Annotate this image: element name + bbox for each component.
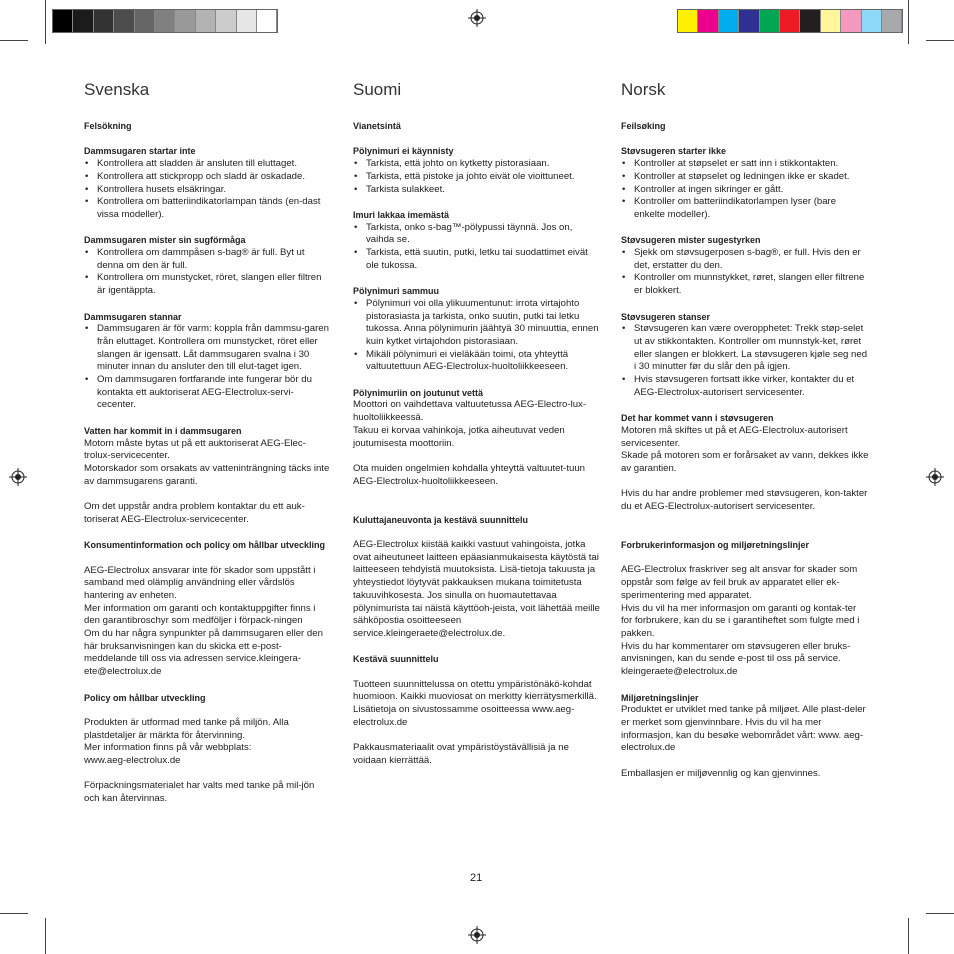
color-swatch — [739, 10, 759, 32]
section-heading: Felsökning — [84, 121, 132, 131]
list-item: • Mikäli pölynimuri ei vieläkään toimi, ota yhteyttä valtuutettuun AEG-Electrolux-huoltoliikkeeseen. — [353, 349, 601, 374]
column-svenska — [84, 80, 332, 806]
list-item: • Kontrollera om dammpåsen s-bag® är full. Byt ut denna om den är full. — [84, 247, 332, 272]
paragraph: Förpackningsmaterialet har valts med tanke på mil-jön och kan återvinnas. — [84, 780, 315, 805]
color-swatch — [175, 10, 195, 32]
crop-mark — [926, 913, 954, 914]
crop-mark — [926, 40, 954, 41]
subsection-heading: Dammsugaren startar inte — [84, 146, 196, 157]
subsection-heading: Støvsugeren mister sugestyrken — [621, 235, 761, 246]
subsection-heading: Imuri lakkaa imemästä — [353, 209, 450, 220]
paragraph: AEG-Electrolux ansvarar inte för skador som uppstått i samband med olämplig användning eller vårdslös hantering av enheten. — [84, 564, 316, 601]
color-swatch — [698, 10, 718, 32]
list-item: • Kontrollera husets elsäkringar. — [84, 184, 332, 197]
color-swatch — [257, 10, 277, 32]
bullet-list — [84, 158, 332, 222]
paragraph: Hvis du vil ha mer informasjon om garanti og kontak-ter for forbrukere, kan du se i garantiheftet som fulgte med i pakken. — [621, 602, 860, 639]
bullet-list — [84, 247, 332, 298]
column-title: Norsk — [621, 80, 666, 99]
list-item: • Kontrollera att sladden är ansluten till eluttaget. — [84, 158, 332, 171]
list-item: • Sjekk om støvsugerposen s-bag®, er full. Hvis den er det, erstatter du den. — [621, 247, 869, 272]
list-item: • Støvsugeren kan være overopphetet: Trekk støp-selet ut av stikkontakten. Kontroller om munnstyk-ket, røret eller slangen er blokkert. La støvsugeren kjøle seg ned i 30 minutter før du slår den på igjen. — [621, 323, 869, 374]
subsection-heading: Støvsugeren stanser — [621, 311, 711, 322]
list-item: • Tarkista, että suutin, putki, letku tai suodattimet eivät ole tukossa. — [353, 247, 601, 272]
bullet-list — [353, 158, 601, 196]
crop-mark — [0, 913, 28, 914]
crop-mark — [45, 0, 46, 44]
color-swatch — [135, 10, 155, 32]
subsection-heading: Konsumentinformation och policy om hållbar utveckling — [84, 540, 326, 551]
list-item: • Pölynimuri voi olla ylikuumentunut: irrota virtajohto pistorasiasta ja tarkista, onko suutin, putki tai letku tukossa. Anna pölynimurin jäähtyä 30 minuuttia, ennen kuin kytket virtajohdon pistorasiaan. — [353, 298, 601, 349]
list-item: • Kontroller om munnstykket, røret, slangen eller filtrene er blokkert. — [621, 272, 869, 297]
paragraph: Emballasjen er miljøvennlig og kan gjenvinnes. — [621, 767, 821, 779]
color-swatch — [800, 10, 820, 32]
paragraph: Mer information om garanti och kontaktuppgifter finns i den garantibroschyr som medföljer i förpack-ningen — [84, 602, 316, 627]
paragraph: Hvis du har andre problemer med støvsugeren, kon-takter du et AEG-Electrolux-autorisert servicesenter. — [621, 488, 868, 513]
color-swatch — [94, 10, 114, 32]
subsection-heading: Det har kommet vann i støvsugeren — [621, 413, 774, 424]
color-swatch — [73, 10, 93, 32]
crop-mark — [0, 40, 28, 41]
list-item: • Kontroller at støpselet og ledningen ikke er skadet. — [621, 171, 869, 184]
bullet-list — [84, 323, 332, 412]
subsection-heading: Dammsugaren mister sin sugförmåga — [84, 235, 246, 246]
subsection-heading: Miljøretningslinjer — [621, 692, 699, 703]
paragraph: Om det uppstår andra problem kontaktar du ett auk-toriserat AEG-Electrolux-servicecenter. — [84, 501, 305, 525]
paragraph: Hvis du har kommentarer om støvsugeren eller bruks-anvisningen, kan du sende e-post til oss på service. kleingeraete@electrolux.de — [621, 640, 851, 678]
list-item: • Kontrollera om batteriindikatorlampan tänds (en-dast vissa modeller). — [84, 196, 332, 221]
color-swatch — [678, 10, 698, 32]
paragraph: AEG-Electrolux kiistää kaikki vastuut vahingoista, jotka ovat aiheutuneet laitteen epäasianmukaisesta käytöstä tai laitteeseen tehdyistä muutoksista. Lisä-tietoja takuusta ja yhteystiedot löytyvät pakkauksen mukana toimitetusta takuuvihkosesta. Jos sinulla on huomautettavaa pölynimurista tai näistä käyttöoh-jeista, voit lähettää meille sähköpostia osoitteeseen service.kleingeraete@electrolux.de. — [353, 539, 600, 639]
paragraph: Motoren må skiftes ut på et AEG-Electrolux-autorisert servicesenter. — [621, 424, 848, 449]
list-item: • Kontroller at støpselet er satt inn i stikkontakten. — [621, 158, 869, 171]
bullet-list — [353, 222, 601, 273]
paragraph: AEG-Electrolux fraskriver seg alt ansvar for skader som oppstår som følge av feil bruk av apparatet eller ek-sperimentering med apparatet. — [621, 564, 858, 601]
page-number: 21 — [470, 872, 483, 884]
subsection-heading: Pölynimuriin on joutunut vettä — [353, 387, 483, 398]
list-item: • Om dammsugaren fortfarande inte fungerar bör du kontakta ett auktoriserat AEG-Electrolux-servi-cecenter. — [84, 374, 332, 412]
column-norsk — [621, 80, 869, 780]
list-item: • Tarkista, että pistoke ja johto eivät ole vioittuneet. — [353, 171, 601, 184]
paragraph: Motorskador som orsakats av vatteninträngning täcks inte av dammsugarens garanti. — [84, 462, 330, 487]
paragraph: Produktet er utviklet med tanke på miljøet. Alle plast-deler er merket som gjenvinnbare. Hvis du vil ha mer informasjon, kan du besøke webområdet vårt: www. aeg-electrolux.de — [621, 704, 866, 754]
color-swatch — [882, 10, 902, 32]
color-swatch — [237, 10, 257, 32]
bullet-list — [621, 247, 869, 298]
subsection-heading: Dammsugaren stannar — [84, 311, 182, 322]
color-swatch — [862, 10, 882, 32]
section-heading: Vianetsintä — [353, 121, 401, 131]
crop-mark — [45, 918, 46, 954]
color-swatch — [760, 10, 780, 32]
paragraph: Produkten är utformad med tanke på miljön. Alla plastdetaljer är märkta för återvinning. — [84, 716, 289, 741]
subsection-heading: Kestävä suunnittelu — [353, 654, 439, 665]
paragraph: www.aeg-electrolux.de — [84, 755, 181, 767]
paragraph: Skade på motoren som er forårsaket av vann, dekkes ikke av garantien. — [621, 450, 869, 474]
color-swatch — [216, 10, 236, 32]
color-swatch — [780, 10, 800, 32]
subsection-heading: Støvsugeren starter ikke — [621, 146, 727, 157]
subsection-heading: Forbrukerinformasjon og miljøretningslinjer — [621, 540, 810, 551]
list-item: • Tarkista, onko s-bag™-pölypussi täynnä. Jos on, vaihda se. — [353, 222, 601, 247]
column-suomi — [353, 80, 601, 768]
list-item: • Tarkista sulakkeet. — [353, 184, 601, 197]
list-item: • Kontroller om batteriindikatorlampen lyser (bare enkelte modeller). — [621, 196, 869, 221]
paragraph: Tuotteen suunnittelussa on otettu ympäristönäkö-kohdat huomioon. Kaikki muoviosat on merkitty kierrätysmerkillä. Lisätietoja on sivustossamme osoitteessa www.aeg-electrolux.de — [353, 678, 597, 728]
registration-mark-icon — [468, 9, 486, 27]
registration-mark-icon — [9, 468, 27, 486]
color-swatch — [155, 10, 175, 32]
bullet-list — [621, 323, 869, 399]
subsection-heading: Pölynimuri sammuu — [353, 286, 440, 297]
subsection-heading: Pölynimuri ei käynnisty — [353, 146, 454, 157]
paragraph: Ota muiden ongelmien kohdalla yhteyttä valtuutet-tuun AEG-Electrolux-huoltoliikkeeseen. — [353, 462, 585, 487]
subsection-heading: Vatten har kommit in i dammsugaren — [84, 425, 242, 436]
list-item: • Kontrollera att stickpropp och sladd är oskadade. — [84, 171, 332, 184]
column-title: Suomi — [353, 80, 402, 99]
list-item: • Dammsugaren är för varm: koppla från dammsu-garen från eluttaget. Kontrollera om munstycket, röret eller slangen är igensatt. Låt dammsugaren svalna i 30 minuter innan du ansluter den till elut-taget igen. — [84, 323, 332, 374]
bullet-list — [621, 158, 869, 222]
color-swatch — [53, 10, 73, 32]
column-title: Svenska — [84, 80, 150, 99]
subsection-heading: Kuluttajaneuvonta ja kestävä suunnittelu — [353, 514, 529, 525]
grayscale-color-bar — [52, 9, 278, 33]
bullet-list — [353, 298, 601, 374]
paragraph: Mer information finns på vår webbplats: — [84, 742, 252, 754]
crop-mark — [908, 918, 909, 954]
list-item: • Hvis støvsugeren fortsatt ikke virker, kontakter du et AEG-Electrolux-autorisert servicesenter. — [621, 374, 869, 399]
registration-mark-icon — [926, 468, 944, 486]
list-item: • Kontroller at ingen sikringer er gått. — [621, 184, 869, 197]
paragraph: Moottori on vaihdettava valtuutetussa AEG-Electro-lux-huoltoliikkeessä. — [353, 399, 587, 424]
list-item: • Tarkista, että johto on kytketty pistorasiaan. — [353, 158, 601, 171]
paragraph: Pakkausmateriaalit ovat ympäristöystävällisiä ja ne voidaan kierrättää. — [353, 742, 569, 766]
process-color-bar — [677, 9, 903, 33]
color-swatch — [821, 10, 841, 32]
paragraph: Om du har några synpunkter på dammsugaren eller den här bruksanvisningen kan du skicka ett e-post-meddelande till oss via adressen service.kleingera-ete@electrolux.de — [84, 628, 323, 678]
color-swatch — [196, 10, 216, 32]
crop-mark — [908, 0, 909, 44]
subsection-heading: Policy om hållbar utveckling — [84, 692, 206, 703]
section-heading: Feilsøking — [621, 121, 666, 131]
registration-mark-icon — [468, 926, 486, 944]
paragraph: Motorn måste bytas ut på ett auktoriserat AEG-Elec-trolux-servicecenter. — [84, 437, 306, 462]
paragraph: Takuu ei korvaa vahinkoja, jotka aiheutuvat veden joutumisesta moottoriin. — [353, 424, 565, 449]
color-swatch — [719, 10, 739, 32]
color-swatch — [841, 10, 861, 32]
list-item: • Kontrollera om munstycket, röret, slangen eller filtren är igentäppta. — [84, 272, 332, 297]
color-swatch — [114, 10, 134, 32]
